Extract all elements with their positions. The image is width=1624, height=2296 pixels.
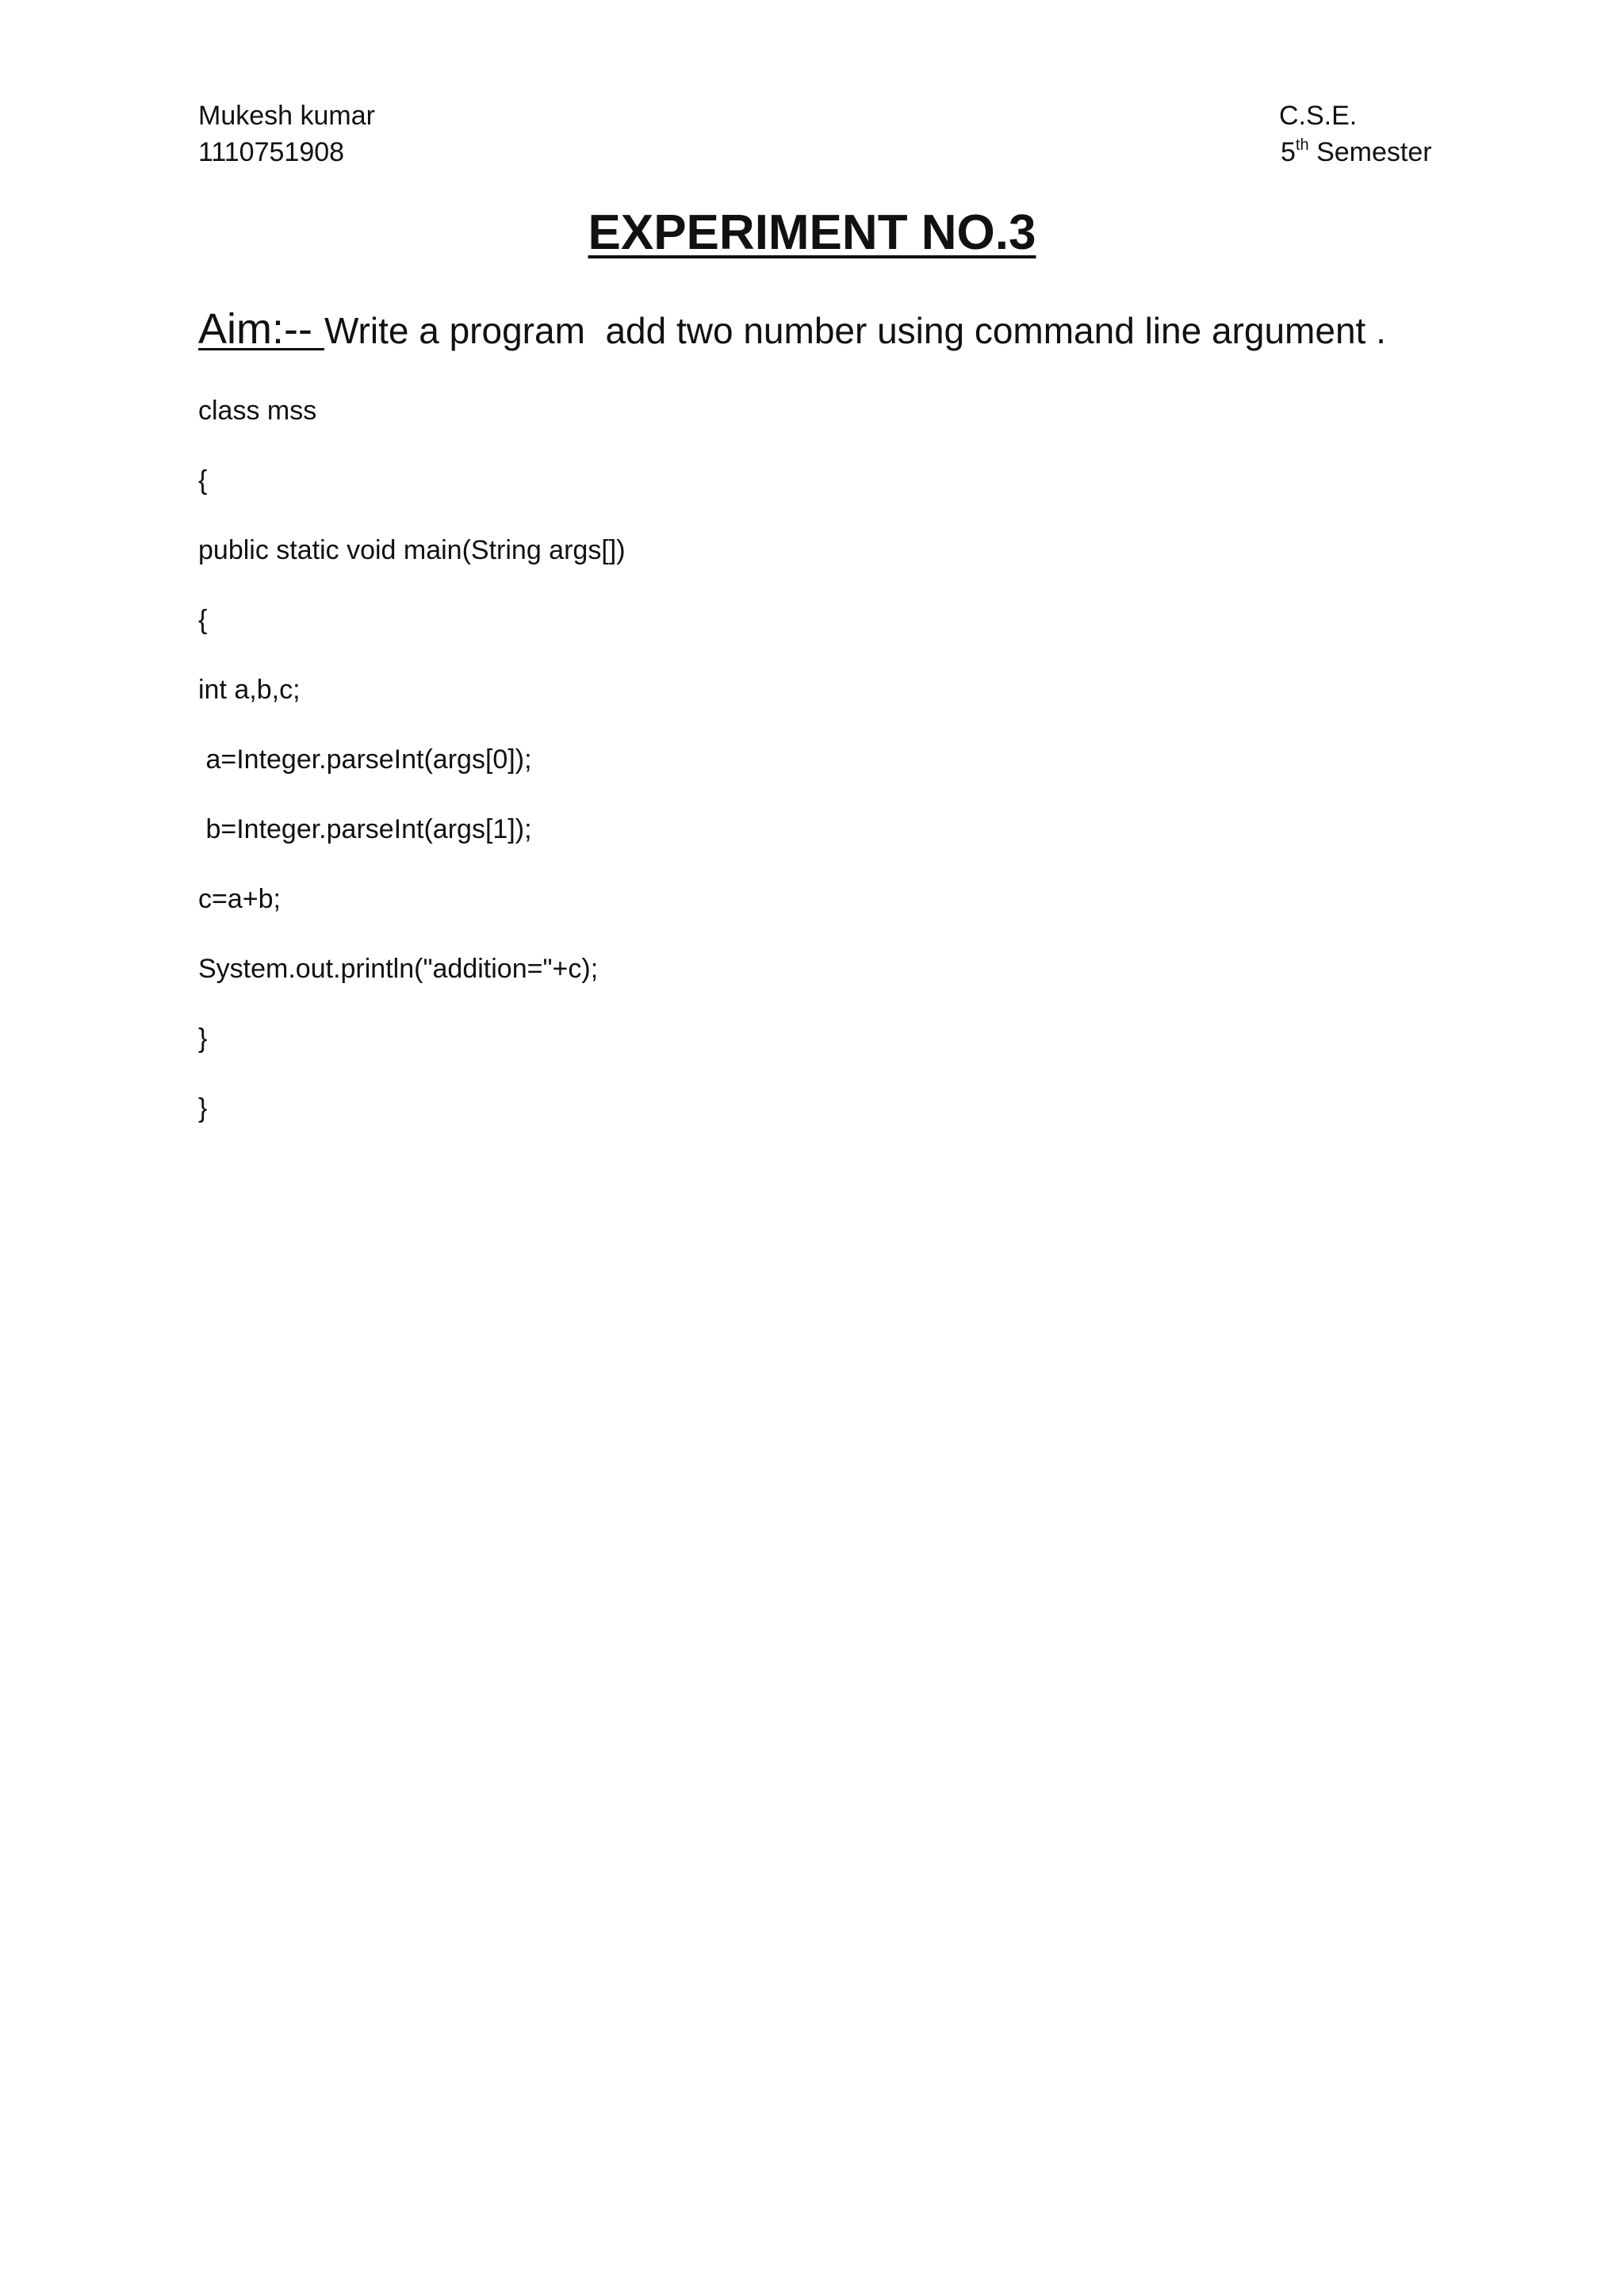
code-line: {: [198, 605, 208, 635]
roll-number: 1110751908: [198, 137, 345, 167]
code-line: {: [198, 465, 208, 496]
code-line: c=a+b;: [198, 884, 281, 914]
code-line: }: [198, 1024, 208, 1054]
aim-label: Aim:--: [198, 305, 324, 353]
student-name: Mukesh kumar: [198, 101, 375, 131]
code-listing: [198, 388, 626, 1156]
page-title: EXPERIMENT NO.3: [588, 205, 1036, 260]
code-line: System.out.println("addition="+c);: [198, 954, 599, 984]
semester-number: 5: [1281, 137, 1296, 167]
semester: [1281, 134, 1432, 170]
semester-suffix: th: [1295, 136, 1309, 154]
code-line: public static void main(String args[]): [198, 535, 626, 565]
code-line: a=Integer.parseInt(args[0]);: [198, 744, 532, 775]
aim-statement: [198, 301, 1386, 358]
code-line: b=Integer.parseInt(args[1]);: [198, 814, 532, 844]
aim-text: Write a program add two number using command line argument .: [324, 310, 1386, 351]
semester-word: Semester: [1316, 137, 1432, 167]
page-title-container: [0, 201, 1624, 265]
code-line: int a,b,c;: [198, 675, 301, 705]
code-line: }: [198, 1093, 208, 1123]
code-line: class mss: [198, 396, 317, 426]
department: C.S.E.: [1279, 101, 1358, 131]
